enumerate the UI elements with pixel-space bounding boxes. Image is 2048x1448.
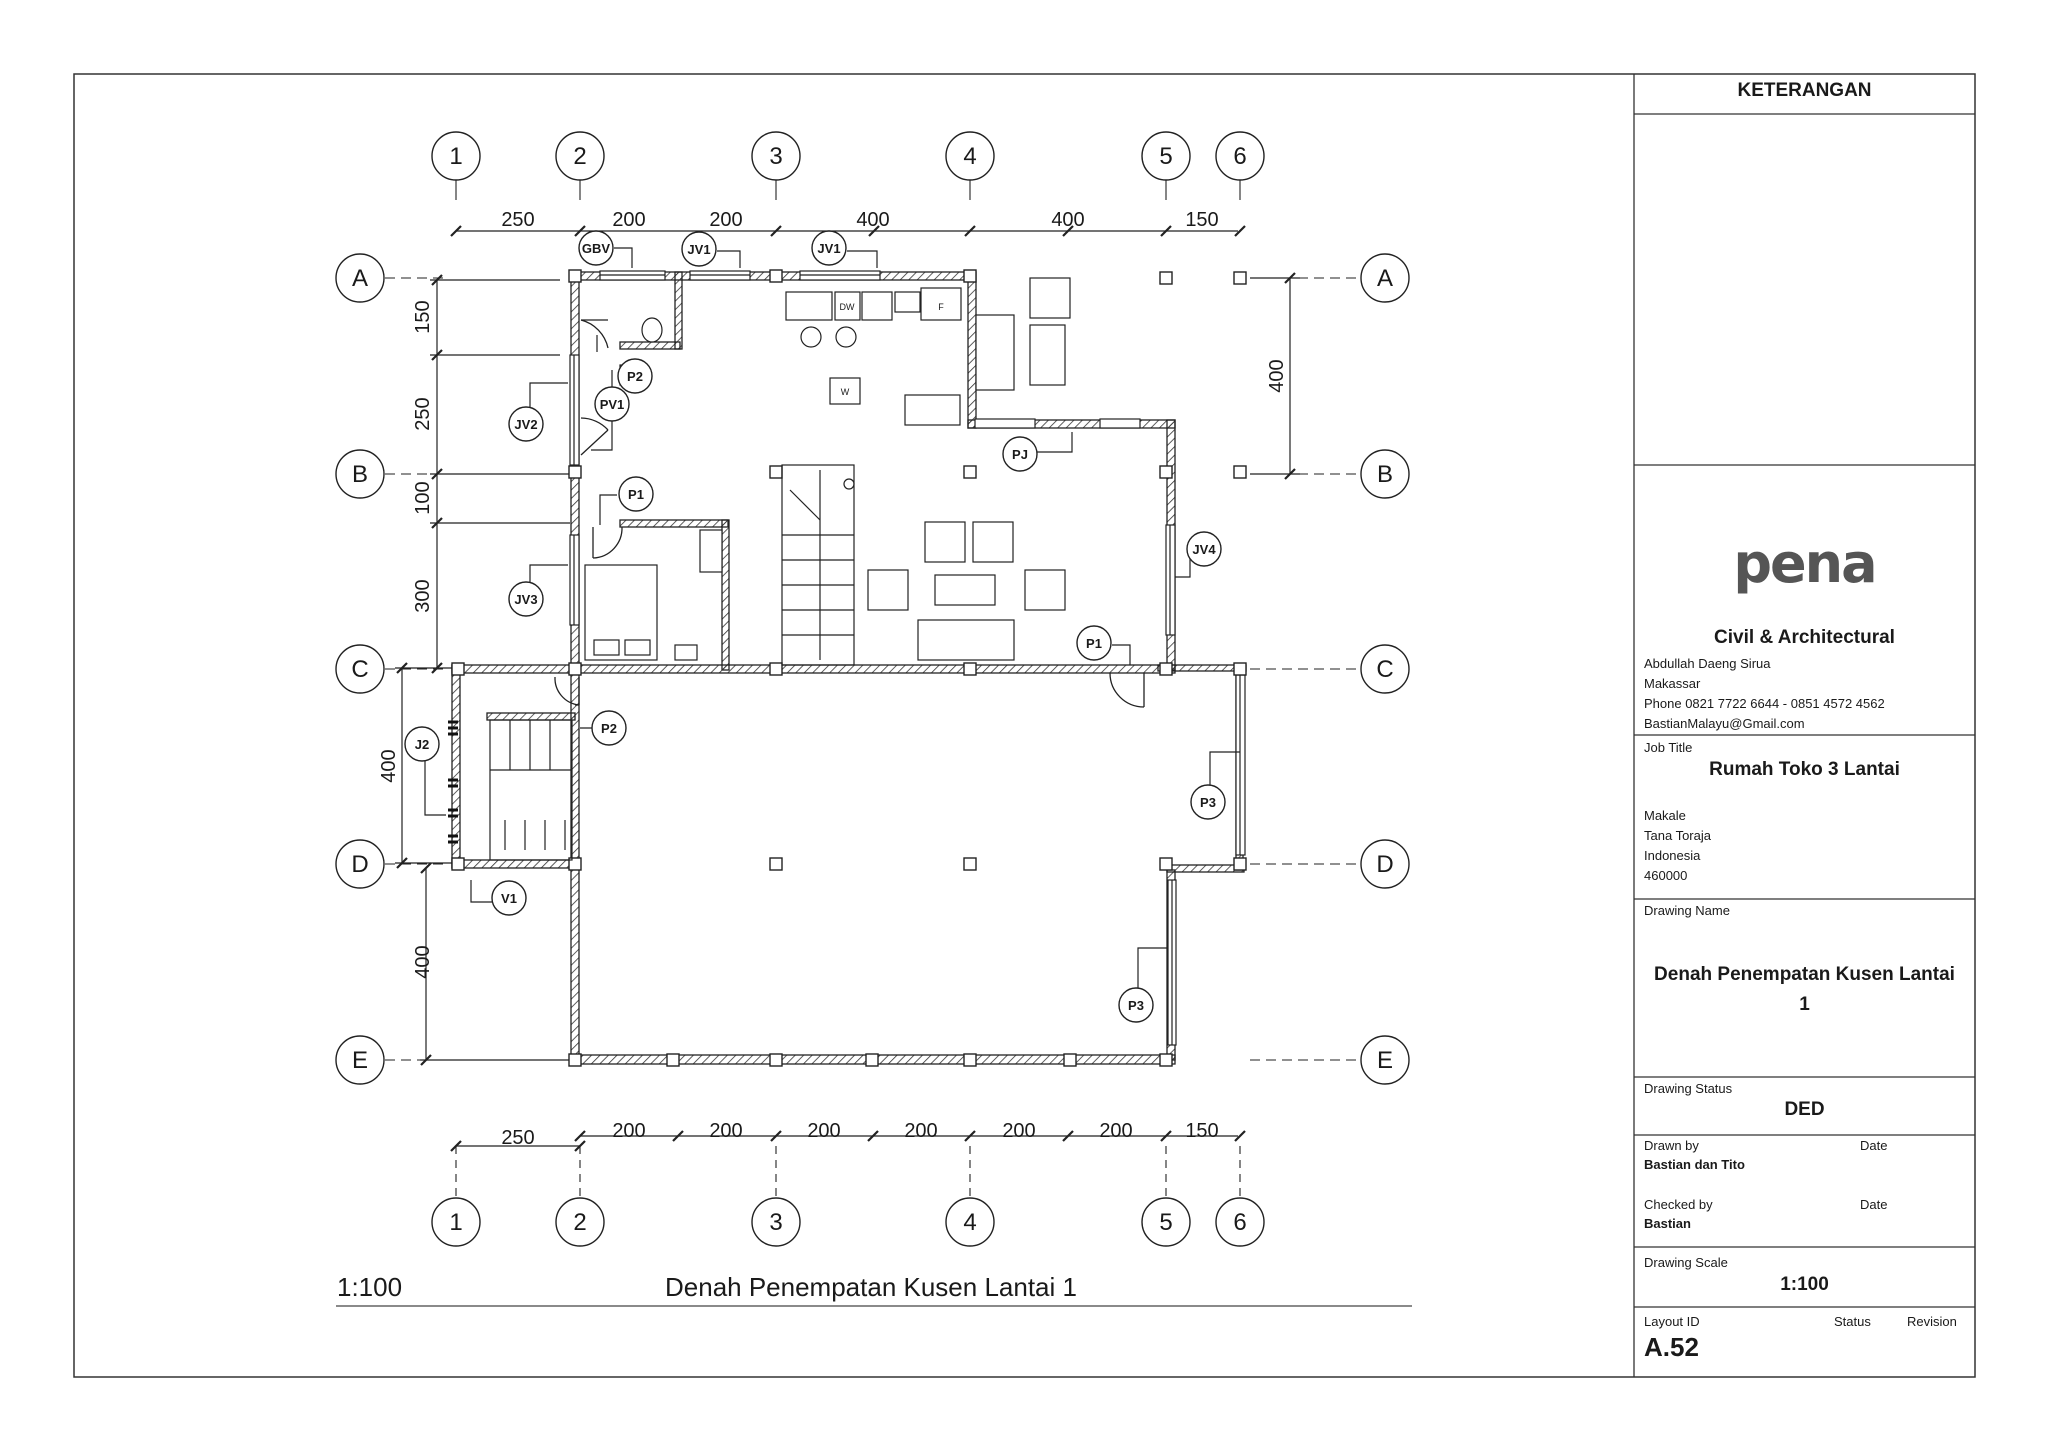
layout-id-label: Layout ID [1644,1314,1700,1329]
pillow [625,640,650,655]
grid-bubble-col-6 [1216,1198,1264,1246]
dim-label: 250 [412,397,434,431]
contact-city: Makassar [1644,676,1701,691]
pena-logo [1634,532,1975,595]
tag-p1-b [1077,626,1111,660]
dim-label: 400 [412,945,434,979]
grid-label: 3 [769,143,783,170]
grid-label: 3 [769,1209,783,1236]
tag-text: JV4 [1192,542,1216,557]
grid-bubble-col-5 [1142,1198,1190,1246]
grid-label: 5 [1159,1209,1173,1236]
stool [836,327,856,347]
dim-label: 250 [501,209,535,231]
tag-gbv [579,231,613,265]
grid-label: C [1376,656,1394,683]
armchair [1025,570,1065,610]
checked-by: Bastian [1644,1216,1691,1231]
grid-bubble-row-D [336,840,384,888]
drawn-by-label: Drawn by [1644,1138,1699,1153]
dim-label: 250 [501,1127,535,1149]
dim-label: 200 [709,1120,743,1142]
drawing-scale-caption: 1:100 [337,1272,403,1302]
grid-bubble-col-1 [432,1198,480,1246]
grid-label: E [351,1047,369,1074]
table [905,395,960,425]
tag-text: P1 [1086,636,1102,651]
tag-p3-b [1119,988,1153,1022]
grid-label: A [351,265,369,292]
keterangan-header: KETERANGAN [1737,80,1872,101]
armchair [925,522,965,562]
grid-bubble-col-6 [1216,132,1264,180]
armchair [1030,278,1070,318]
grid-label: 6 [1233,1209,1247,1236]
status-col-label: Status [1834,1314,1871,1329]
counter [895,292,920,312]
tag-pj [1003,437,1037,471]
tag-leaders [425,248,1240,1000]
contact-block [1644,654,1985,734]
tag-text: JV2 [514,417,538,432]
grid-bubble-row-C [1361,645,1409,693]
tag-p2-b [592,711,626,745]
dim-label: 150 [412,300,434,334]
drawn-date-label: Date [1860,1138,1888,1153]
dim-label: 200 [807,1120,841,1142]
dim-label: 150 [1185,209,1219,231]
kitchen-sink [786,292,832,320]
logo-text: pena [1733,532,1876,595]
tag-text: V1 [501,891,517,906]
dim-label: 200 [1099,1120,1133,1142]
grid-label: D [1376,851,1394,878]
location-line: 460000 [1644,868,1688,883]
grid-label: 2 [573,1209,587,1236]
drawn-by: Bastian dan Tito [1644,1157,1745,1172]
dim-label: 400 [378,749,400,783]
contact-name: Abdullah Daeng Sirua [1644,656,1771,671]
dim-label: 200 [612,209,646,231]
grid-label: A [1376,265,1394,292]
tag-text: P2 [627,369,643,384]
drawing-name: Denah Penempatan Kusen Lantai 1 [1654,964,1955,1015]
grid-bubble-col-4 [946,1198,994,1246]
tag-p3-a [1191,785,1225,819]
grid-label: 4 [963,1209,977,1236]
windows [570,271,1245,1045]
toilet-bowl [642,318,662,342]
grid-bubble-row-B [1361,450,1409,498]
drawing-name-label: Drawing Name [1644,903,1730,918]
desk [675,645,697,660]
dim-labels-bottom [501,1120,1218,1149]
drawing-status-label: Drawing Status [1644,1081,1733,1096]
tag-text: J2 [414,737,430,752]
grid-bubble-row-E [1361,1036,1409,1084]
grid-bubble-col-3 [752,1198,800,1246]
location-line: Indonesia [1644,848,1701,863]
drawing-title-caption: Denah Penempatan Kusen Lantai 1 [665,1272,1077,1302]
frame-tags [405,231,1225,1022]
tag-jv2 [509,407,543,441]
fridge-label: F [938,302,944,312]
tag-jv3 [509,582,543,616]
location-line: Tana Toraja [1644,828,1711,843]
contact-email: BastianMalayu@Gmail.com [1644,716,1805,731]
dishwasher-label: DW [839,302,855,312]
location-block [1644,806,1985,886]
tag-text: PJ [1012,447,1028,462]
title-block [1634,74,1975,1377]
dim-label: 300 [412,579,434,613]
dim-label: 200 [1002,1120,1036,1142]
dim-label: 200 [904,1120,938,1142]
grid-label: E [1376,1047,1394,1074]
pillow [594,640,619,655]
tag-jv1-a [682,232,716,266]
grid-label: 2 [573,143,587,170]
tag-v1 [492,881,526,915]
job-title-label: Job Title [1644,740,1693,755]
grid-bubble-col-4 [946,132,994,180]
tag-text: GBV [581,241,611,256]
tag-jv1-b [812,231,846,265]
armchair [973,522,1013,562]
grid-bubble-row-D [1361,840,1409,888]
drawing-scale-label: Drawing Scale [1644,1255,1728,1270]
furniture [585,278,1070,660]
grid-bubble-row-B [336,450,384,498]
dim-label: 400 [1266,359,1288,393]
sofa [976,315,1014,390]
sofa [918,620,1014,660]
location-line: Makale [1644,808,1686,823]
tag-text: JV3 [514,592,538,607]
dim-label: 150 [1185,1120,1219,1142]
grid-bubble-row-C [336,645,384,693]
grid-bubble-col-5 [1142,132,1190,180]
drawing-scale: 1:100 [1780,1274,1829,1295]
tag-p1-a [619,477,653,511]
grid-label: C [351,656,369,683]
grid-label: 1 [449,143,463,170]
tag-text: P2 [601,721,617,736]
tag-p2-a [618,359,652,393]
job-title: Rumah Toko 3 Lantai [1709,759,1900,780]
dim-label: 200 [612,1120,646,1142]
grid-label: 4 [963,143,977,170]
grid-label: 6 [1233,143,1247,170]
dim-label: 400 [856,209,890,231]
tag-text: P1 [628,487,644,502]
grid-bubble-col-2 [556,132,604,180]
grid-bubble-row-E [336,1036,384,1084]
grid-label: 5 [1159,143,1173,170]
tag-jv4 [1187,532,1221,566]
contact-phone: Phone 0821 7722 6644 - 0851 4572 4562 [1644,696,1885,711]
stool [801,327,821,347]
checked-date-label: Date [1860,1197,1888,1212]
layout-id: A.52 [1644,1332,1699,1362]
company-name: Civil & Architectural [1714,627,1895,648]
dimension-lines [395,231,1300,1146]
dim-label: 100 [412,481,434,515]
dim-label: 200 [709,209,743,231]
tag-text: PV1 [599,397,625,412]
tag-text: P3 [1200,795,1216,810]
drawing-status: DED [1784,1099,1825,1120]
coffee-table [935,575,995,605]
washer-label: W [840,387,850,397]
grid-bubble-col-3 [752,132,800,180]
side-table [1030,325,1065,385]
grid-bubble-row-A [1361,254,1409,302]
grid-bubble-col-2 [556,1198,604,1246]
grid-bubble-row-A [336,254,384,302]
dim-label: 400 [1051,209,1085,231]
wardrobe [700,530,722,572]
revision-label: Revision [1907,1314,1957,1329]
grid-bubble-col-1 [432,132,480,180]
tag-j2 [405,727,439,761]
checked-by-label: Checked by [1644,1197,1713,1212]
grid-label: D [351,851,369,878]
tag-pv1 [595,387,629,421]
tag-text: JV1 [817,241,841,256]
dim-labels-top [501,209,1218,231]
tag-text: JV1 [687,242,711,257]
armchair [868,570,908,610]
grid-label: B [351,461,369,488]
grid-label: B [1376,461,1394,488]
tag-text: P3 [1128,998,1144,1013]
stove [862,292,892,320]
grid-label: 1 [449,1209,463,1236]
